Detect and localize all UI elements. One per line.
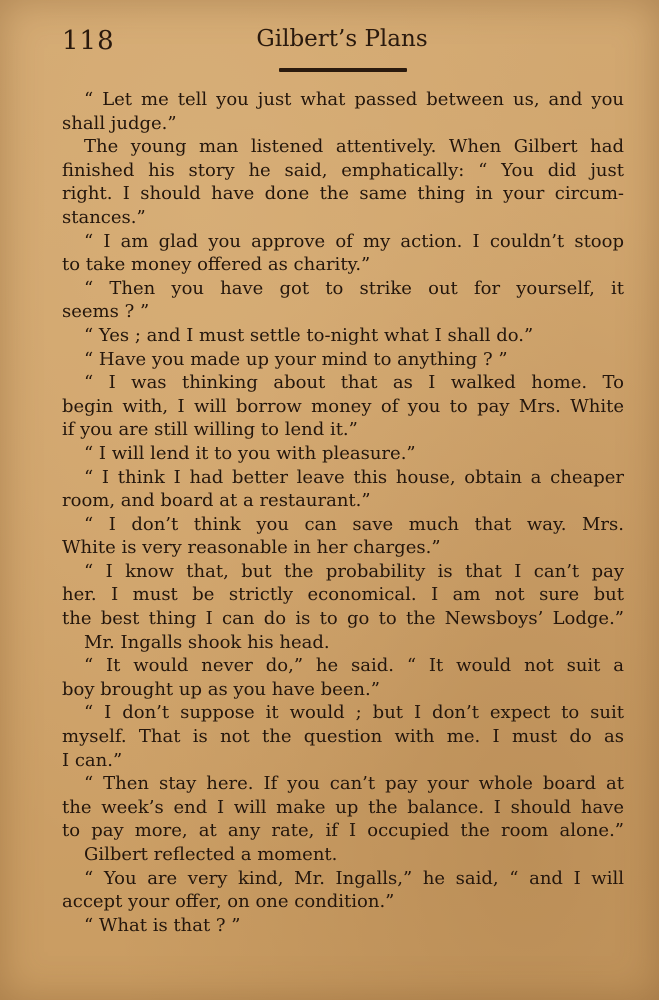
text-line: “ It would never do,” he said. “ It would not suit a	[84, 655, 624, 677]
text-line: myself. That is not the question with me. I must do as	[62, 726, 624, 748]
text-line: if you are still willing to lend it.”	[62, 419, 358, 441]
text-line: “ Let me tell you just what passed between us, and you	[84, 89, 624, 110]
text-line: “ Then you have got to strike out for yourself, it	[84, 277, 624, 299]
running-title: Gilbert’s Plans	[256, 26, 428, 52]
page-number: 118	[62, 26, 115, 56]
text-line: stances.”	[62, 206, 146, 228]
body-text	[62, 88, 624, 937]
text-line: Mr. Ingalls shook his head.	[84, 631, 330, 653]
text-line: The young man listened attentively. When Gilbert had	[84, 136, 624, 158]
text-line: “ I don’t think you can save much that way. Mrs.	[84, 513, 624, 535]
text-line: right. I should have done the same thing in your circum-	[62, 183, 624, 205]
text-line: the week’s end I will make up the balance. I should have	[62, 796, 624, 818]
text-line: “ I know that, but the probability is that I can’t pay	[84, 560, 624, 582]
text-line: begin with, I will borrow money of you to pay Mrs. White	[62, 395, 624, 417]
text-line: “ You are very kind, Mr. Ingalls,” he said, “ and I will	[84, 867, 624, 889]
text-line: White is very reasonable in her charges.”	[62, 537, 441, 559]
text-line: the best thing I can do is to go to the Newsboys’ Lodge.”	[62, 608, 624, 630]
text-line: seems ? ”	[62, 301, 150, 323]
text-line: “ I think I had better leave this house, obtain a cheaper	[84, 466, 624, 488]
text-line: to take money offered as charity.”	[62, 254, 371, 276]
text-line: “ I don’t suppose it would ; but I don’t expect to suit	[84, 702, 624, 724]
text-line: shall judge.”	[62, 112, 177, 134]
text-line: to pay more, at any rate, if I occupied the room alone.”	[62, 820, 624, 842]
text-line: Gilbert reflected a moment.	[84, 844, 338, 865]
text-line: “ I am glad you approve of my action. I couldn’t stoop	[84, 230, 624, 252]
text-line: room, and board at a restaurant.”	[62, 490, 371, 512]
text-line: I can.”	[62, 749, 123, 771]
text-line: finished his story he said, emphatically: “ You did just	[62, 159, 624, 181]
text-line: her. I must be strictly economical. I am not sure but	[62, 584, 624, 606]
header-rule	[279, 68, 407, 72]
text-line: “ What is that ? ”	[84, 914, 241, 936]
page-header	[62, 22, 622, 62]
text-line: “ I will lend it to you with pleasure.”	[84, 442, 416, 464]
text-line: “ Have you made up your mind to anything ? ”	[84, 348, 508, 370]
text-line: accept your offer, on one condition.”	[62, 891, 395, 913]
text-line: boy brought up as you have been.”	[62, 678, 380, 700]
text-line: “ Then stay here. If you can’t pay your whole board at	[84, 773, 624, 795]
text-line: “ I was thinking about that as I walked home. To	[84, 372, 624, 394]
text-line: “ Yes ; and I must settle to-night what I shall do.”	[84, 324, 534, 346]
